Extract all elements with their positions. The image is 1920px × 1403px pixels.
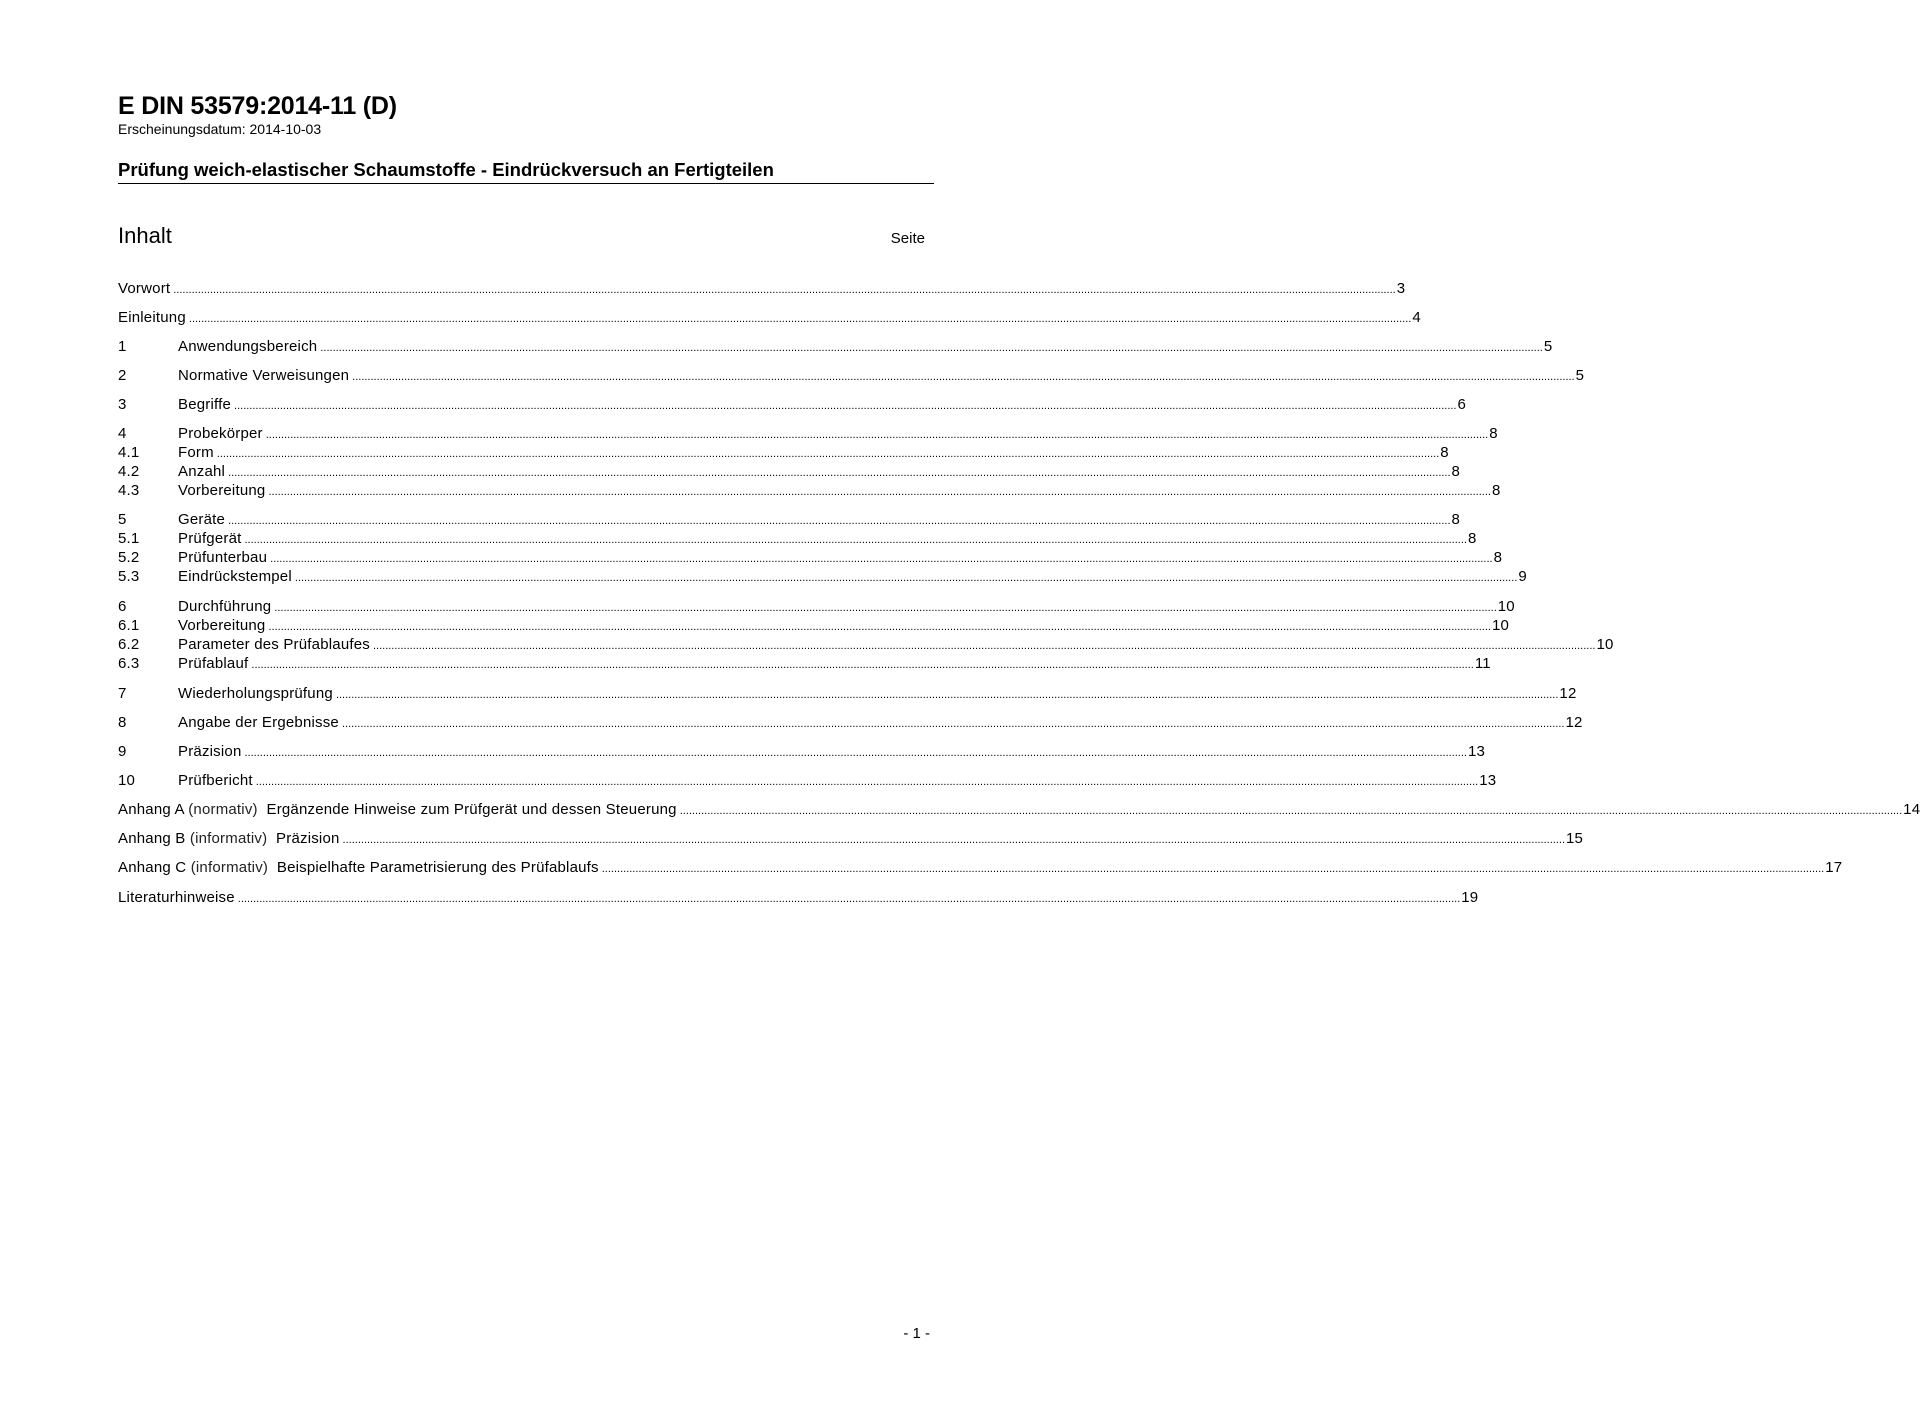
toc-dot-leader: ................................................................................................................................................................................................................................................................................................................................................................................................................ xyxy=(342,834,1566,846)
toc-entry[interactable] xyxy=(118,510,1461,530)
toc-entry-title xyxy=(118,829,340,849)
toc-entry-number: 3 xyxy=(118,396,127,413)
toc-entry[interactable] xyxy=(118,771,1497,791)
toc-annex-type: (informativ) xyxy=(190,859,269,876)
toc-entry[interactable] xyxy=(118,481,1501,501)
toc-entry-number: 4 xyxy=(118,425,127,442)
toc-entry-title: Anwendungsbereich xyxy=(178,338,318,355)
toc-dot-leader: ................................................................................................................................................................................................................................................................................................................................................................................................................ xyxy=(270,553,1493,565)
toc-dot-leader: ................................................................................................................................................................................................................................................................................................................................................................................................................ xyxy=(679,805,1903,817)
toc-entry-title: Wiederholungsprüfung xyxy=(178,685,333,702)
toc-entry-title: Prüfunterbau xyxy=(178,549,268,566)
toc-entry[interactable] xyxy=(118,616,1510,636)
toc-entry[interactable] xyxy=(118,742,1486,762)
toc-entry-page: 3 xyxy=(1396,280,1406,297)
toc-entry-number: 6.1 xyxy=(118,617,140,634)
toc-dot-leader: ................................................................................................................................................................................................................................................................................................................................................................................................................ xyxy=(335,689,1559,701)
toc-dot-leader: ................................................................................................................................................................................................................................................................................................................................................................................................................ xyxy=(294,572,1518,584)
toc-entry-page: 8 xyxy=(1491,482,1501,499)
toc-heading: Inhalt xyxy=(118,223,172,248)
toc-dot-leader: ................................................................................................................................................................................................................................................................................................................................................................................................................ xyxy=(601,863,1825,875)
toc-annex-title: Beispielhafte Parametrisierung des Prüfablaufs xyxy=(276,859,599,876)
toc-entry-page: 17 xyxy=(1825,859,1843,876)
toc-entry-title: Vorbereitung xyxy=(178,617,266,634)
toc-annex-label: Anhang C xyxy=(118,859,187,876)
toc-entry[interactable] xyxy=(118,424,1498,444)
toc-entry-page: 8 xyxy=(1489,425,1498,442)
toc-entry-page: 10 xyxy=(1596,636,1614,653)
toc-entry-page: 13 xyxy=(1479,772,1497,789)
toc-entry-title xyxy=(118,800,677,820)
toc-entry-number: 4.3 xyxy=(118,482,140,499)
toc-entry[interactable] xyxy=(118,366,1585,386)
toc-entry-page: 15 xyxy=(1566,830,1584,847)
toc-entry-page: 10 xyxy=(1497,598,1515,615)
toc-entry-number: 6 xyxy=(118,598,127,615)
toc-entry-page: 12 xyxy=(1565,714,1583,731)
toc-entry-title xyxy=(118,858,599,878)
toc-annex-label: Anhang B xyxy=(118,830,186,847)
toc-dot-leader: ................................................................................................................................................................................................................................................................................................................................................................................................................ xyxy=(237,893,1461,905)
toc-entry-title: Probekörper xyxy=(178,425,263,442)
toc-dot-leader: ................................................................................................................................................................................................................................................................................................................................................................................................................ xyxy=(265,429,1489,441)
toc-entry-title: Vorwort xyxy=(118,280,171,297)
toc-entry[interactable] xyxy=(118,858,1843,878)
toc-page-column-label: Seite xyxy=(890,230,925,247)
toc-entry-title: Literaturhinweise xyxy=(118,889,235,906)
document-id: E DIN 53579:2014-11 (D) xyxy=(118,92,397,120)
toc-annex-label: Anhang A xyxy=(118,801,184,818)
toc-entry-title: Normative Verweisungen xyxy=(178,367,350,384)
toc-entry-title: Einleitung xyxy=(118,309,186,326)
toc-dot-leader: ................................................................................................................................................................................................................................................................................................................................................................................................................ xyxy=(173,284,1396,296)
toc-entry-page: 13 xyxy=(1467,743,1486,760)
toc-entry[interactable] xyxy=(118,888,1479,908)
document-title: Prüfung weich-elastischer Schaumstoffe - Eindrückversuch an Fertigteilen xyxy=(118,159,774,180)
toc-entry-number: 9 xyxy=(118,743,127,760)
toc-dot-leader: ................................................................................................................................................................................................................................................................................................................................................................................................................ xyxy=(341,718,1565,730)
toc-entry-title: Begriffe xyxy=(178,396,232,413)
toc-dot-leader: ................................................................................................................................................................................................................................................................................................................................................................................................................ xyxy=(216,448,1440,460)
toc-entry-page: 5 xyxy=(1575,367,1585,384)
toc-entry-page: 8 xyxy=(1467,530,1477,547)
toc-dot-leader: ................................................................................................................................................................................................................................................................................................................................................................................................................ xyxy=(228,515,1451,527)
toc-entry-title: Form xyxy=(178,444,214,461)
toc-entry-number: 5.2 xyxy=(118,549,140,566)
toc-entry-title: Prüfablauf xyxy=(178,655,249,672)
toc-entry[interactable] xyxy=(118,279,1406,299)
toc-entry-page: 6 xyxy=(1457,396,1467,413)
toc-entry[interactable] xyxy=(118,684,1577,704)
toc-entry[interactable] xyxy=(118,337,1553,357)
toc-entry-number: 5 xyxy=(118,511,127,528)
toc-entry-title: Eindrückstempel xyxy=(178,568,292,585)
toc-entry-title: Prüfbericht xyxy=(178,772,253,789)
toc-dot-leader: ................................................................................................................................................................................................................................................................................................................................................................................................................ xyxy=(268,621,1491,633)
toc-dot-leader: ................................................................................................................................................................................................................................................................................................................................................................................................................ xyxy=(268,486,1491,498)
toc-entry-title: Prüfgerät xyxy=(178,530,242,547)
toc-entry[interactable] xyxy=(118,529,1477,549)
toc-entry-title: Durchführung xyxy=(178,598,272,615)
toc-annex-title: Präzision xyxy=(276,830,340,847)
toc-entry[interactable] xyxy=(118,654,1491,674)
toc-entry[interactable] xyxy=(118,308,1421,328)
toc-entry[interactable] xyxy=(118,443,1449,463)
toc-entry-title: Angabe der Ergebnisse xyxy=(178,714,339,731)
toc-entry[interactable] xyxy=(118,548,1503,568)
toc-entry-number: 4.2 xyxy=(118,463,140,480)
toc-entry-number: 8 xyxy=(118,714,127,731)
toc-entry-page: 11 xyxy=(1474,655,1491,672)
toc-annex-title: Ergänzende Hinweise zum Prüfgerät und dessen Steuerung xyxy=(266,801,677,818)
toc-dot-leader: ................................................................................................................................................................................................................................................................................................................................................................................................................ xyxy=(372,640,1596,652)
toc-dot-leader: ................................................................................................................................................................................................................................................................................................................................................................................................................ xyxy=(244,747,1467,759)
toc-entry[interactable] xyxy=(118,635,1614,655)
toc-entry-number: 10 xyxy=(118,772,136,789)
toc-entry[interactable] xyxy=(118,395,1467,415)
toc-entry[interactable] xyxy=(118,829,1584,849)
toc-entry-page: 19 xyxy=(1461,889,1479,906)
toc-entry-number: 6.3 xyxy=(118,655,140,672)
toc-dot-leader: ................................................................................................................................................................................................................................................................................................................................................................................................................ xyxy=(320,342,1543,354)
toc-entry-number: 4.1 xyxy=(118,444,140,461)
toc-entry-page: 8 xyxy=(1451,463,1461,480)
toc-entry-title: Vorbereitung xyxy=(178,482,266,499)
toc-entry-page: 12 xyxy=(1559,685,1577,702)
toc-dot-leader: ................................................................................................................................................................................................................................................................................................................................................................................................................ xyxy=(352,371,1575,383)
toc-entry-number: 5.1 xyxy=(118,530,140,547)
toc-entry-title: Geräte xyxy=(178,511,226,528)
toc-entry-page: 8 xyxy=(1493,549,1503,566)
toc-dot-leader: ................................................................................................................................................................................................................................................................................................................................................................................................................ xyxy=(274,602,1497,614)
toc-dot-leader: ................................................................................................................................................................................................................................................................................................................................................................................................................ xyxy=(234,400,1457,412)
toc-dot-leader: ................................................................................................................................................................................................................................................................................................................................................................................................................ xyxy=(188,313,1412,325)
toc-annex-type: (normativ) xyxy=(188,801,258,818)
table-of-contents xyxy=(118,0,1920,1403)
toc-dot-leader: ................................................................................................................................................................................................................................................................................................................................................................................................................ xyxy=(244,534,1467,546)
toc-entry[interactable] xyxy=(118,567,1527,587)
toc-entry-page: 5 xyxy=(1543,338,1553,355)
toc-entry[interactable] xyxy=(118,462,1461,482)
toc-entry[interactable] xyxy=(118,597,1515,617)
toc-entry-title: Parameter des Prüfablaufes xyxy=(178,636,370,653)
page-number: - 1 - xyxy=(903,1325,930,1342)
toc-entry-page: 4 xyxy=(1412,309,1421,326)
toc-entry[interactable] xyxy=(118,713,1583,733)
toc-dot-leader: ................................................................................................................................................................................................................................................................................................................................................................................................................ xyxy=(228,467,1451,479)
toc-entry-page: 8 xyxy=(1440,444,1449,461)
toc-entry-number: 1 xyxy=(118,338,127,355)
toc-entry-title: Präzision xyxy=(178,743,242,760)
toc-entry-number: 7 xyxy=(118,685,127,702)
toc-entry-title: Anzahl xyxy=(178,463,226,480)
toc-entry[interactable] xyxy=(118,800,1920,820)
publication-date: Erscheinungsdatum: 2014-10-03 xyxy=(118,121,322,137)
toc-entry-page: 10 xyxy=(1491,617,1510,634)
toc-entry-number: 5.3 xyxy=(118,568,140,585)
toc-entry-page: 8 xyxy=(1451,511,1461,528)
toc-annex-type: (informativ) xyxy=(189,830,268,847)
toc-entry-number: 2 xyxy=(118,367,127,384)
toc-entry-number: 6.2 xyxy=(118,636,140,653)
toc-dot-leader: ................................................................................................................................................................................................................................................................................................................................................................................................................ xyxy=(255,776,1479,788)
toc-entry-page: 9 xyxy=(1518,568,1527,585)
toc-dot-leader: ................................................................................................................................................................................................................................................................................................................................................................................................................ xyxy=(251,659,1474,671)
toc-entry-page: 14 xyxy=(1903,801,1920,818)
